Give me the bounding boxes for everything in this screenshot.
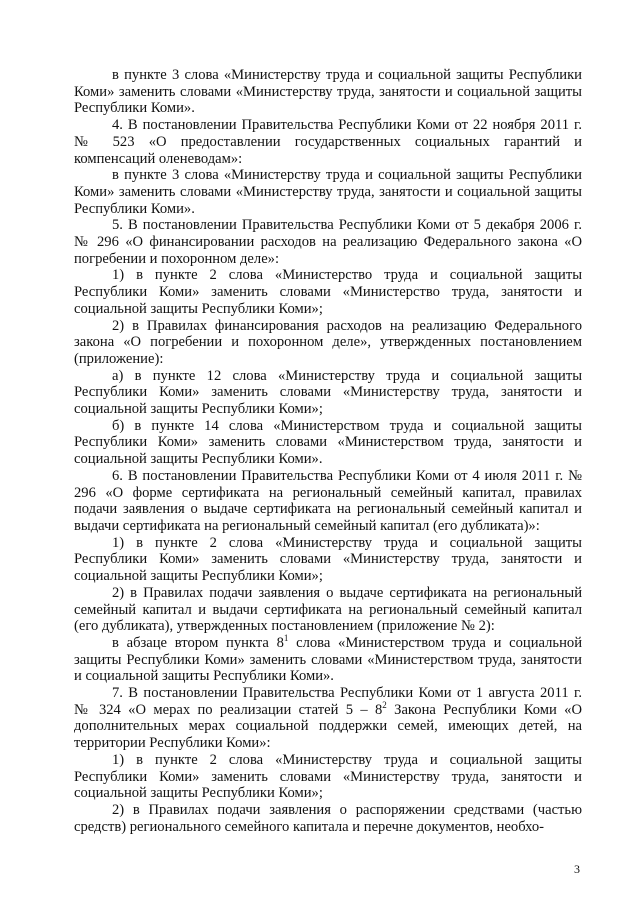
paragraph-text: в абзаце втором пункта 8 <box>112 634 284 651</box>
paragraph: 2) в Правилах подачи заявления о распоряжении средствами (частью средств) регионального семейного капитала и перечне документов, необхо- <box>74 801 582 835</box>
paragraph: 1) в пункте 2 слова «Министерство труда и социальной защиты Республики Коми» заменить словами «Министерство труда, занятости и социальной защиты Республики Коми»; <box>74 267 582 317</box>
paragraph: 1) в пункте 2 слова «Министерству труда и социальной защиты Республики Коми» заменить словами «Министерству труда, занятости и социальной защиты Республики Коми»; <box>74 751 582 802</box>
superscript: 1 <box>283 633 289 644</box>
paragraph-text: слова «Министерством труда и социальной защиты Республики Коми» заменить словами «Министерством труда, занятости и социальной защиты Республики Коми». <box>74 634 582 685</box>
paragraph: в пункте 3 слова «Министерству труда и социальной защиты Республики Коми» заменить словами «Министерству труда, занятости и социальной защиты Республики Коми». <box>74 67 582 117</box>
document-body <box>74 67 582 835</box>
paragraph: б) в пункте 14 слова «Министерством труда и социальной защиты Республики Коми» заменить словами «Министерством труда, занятости и социальной защиты Республики Коми». <box>74 417 582 468</box>
paragraph: 4. В постановлении Правительства Республики Коми от 22 ноября 2011 г. № 523 «О предоставлении государственных социальных гарантий и компенсаций оленеводам»: <box>74 117 582 167</box>
paragraph <box>74 685 582 752</box>
paragraph: 2) в Правилах подачи заявления о выдаче сертификата на региональный семейный капитал и выдачи сертификата на региональный семейный капитал (его дубликата), утвержденных постановлением (приложение № 2): <box>74 584 582 635</box>
paragraph: 5. В постановлении Правительства Республики Коми от 5 декабря 2006 г. № 296 «О финансировании расходов на реализацию Федерального закона «О погребении и похоронном деле»: <box>74 217 582 267</box>
paragraph: 6. В постановлении Правительства Республики Коми от 4 июля 2011 г. № 296 «О форме сертификата на региональный семейный капитал, правилах подачи заявления о выдаче сертификата на региональный семейный капитал и выдачи сертификата на региональный семейный капитал (его дубликата)»: <box>74 467 582 534</box>
paragraph: 1) в пункте 2 слова «Министерству труда и социальной защиты Республики Коми» заменить словами «Министерству труда, занятости и социальной защиты Республики Коми»; <box>74 534 582 585</box>
page-number: 3 <box>574 862 580 876</box>
paragraph: в пункте 3 слова «Министерству труда и социальной защиты Республики Коми» заменить словами «Министерству труда, занятости и социальной защиты Республики Коми». <box>74 167 582 217</box>
superscript: 2 <box>382 699 387 710</box>
paragraph-text: 7. В постановлении Правительства Республики Коми от 1 августа 2011 г. № 324 «О мерах по реализации статей 5 – 8 <box>74 685 582 718</box>
paragraph: 2) в Правилах финансирования расходов на реализацию Федерального закона «О погребении и похоронном деле», утвержденных постановлением (приложение): <box>74 317 582 367</box>
paragraph <box>74 635 582 685</box>
paragraph-text: Закона Республики Коми «О дополнительных мерах социальной поддержки семей, имеющих детей, на территории Республики Коми»: <box>74 701 582 752</box>
paragraph: а) в пункте 12 слова «Министерству труда и социальной защиты Республики Коми» заменить словами «Министерству труда, занятости и социальной защиты Республики Коми»; <box>74 367 582 418</box>
